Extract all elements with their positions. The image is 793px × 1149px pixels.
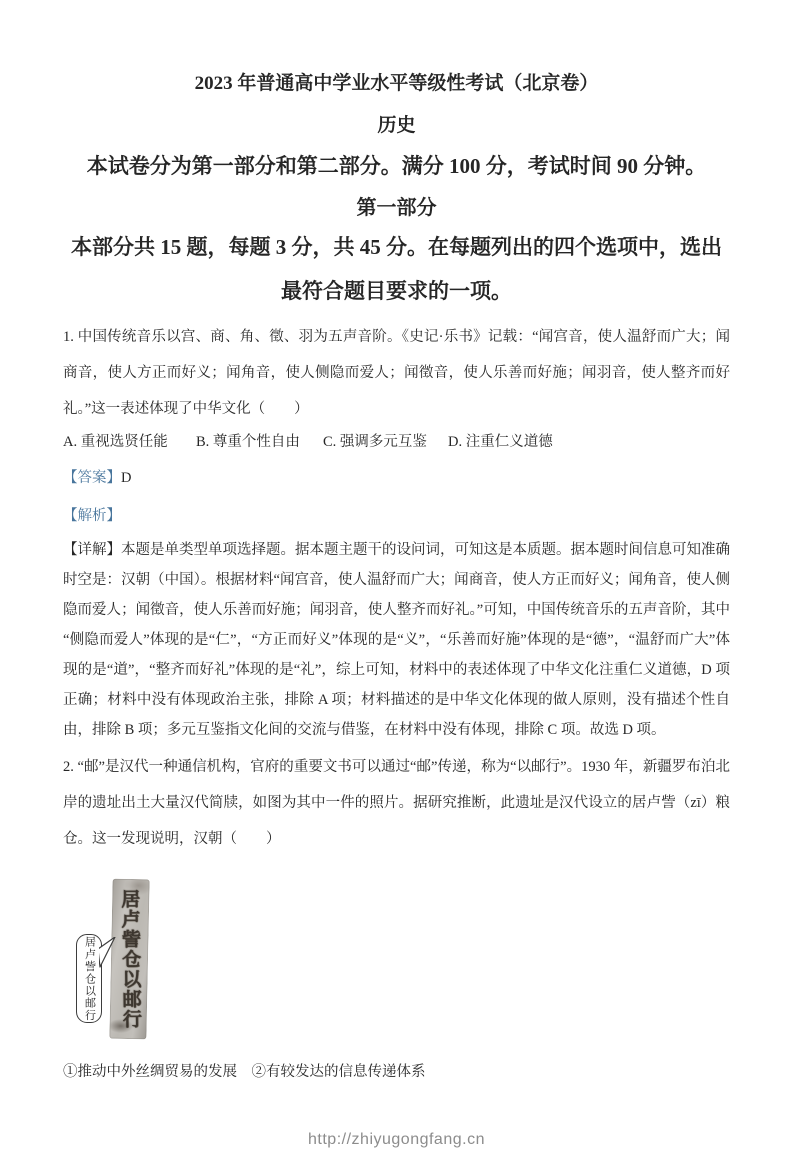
question-1-options	[63, 427, 730, 457]
exam-info: 本试卷分为第一部分和第二部分。满分 100 分，考试时间 90 分钟。	[86, 154, 707, 178]
question-1-option-c: C. 强调多元互鉴	[323, 434, 427, 450]
exam-title: 2023 年普通高中学业水平等级性考试（北京卷）	[194, 73, 599, 94]
part-one-description: 本部分共 15 题，每题 3 分，共 45 分。在每题列出的四个选项中，选出最符合题目要求的一项。	[71, 235, 722, 303]
callout-tail	[97, 937, 117, 969]
answer-value: D	[121, 470, 132, 486]
question-1-stem: 1. 中国传统音乐以宫、商、角、徵、羽为五声音阶。《史记·乐书》记载：“闻宫音，使人温舒而广大；闻商音，使人方正而好义；闻角音，使人侧隐而爱人；闻徵音，使人乐善而好施；闻羽音，使人整齐而好礼。”这一表述体现了中华文化（ ）	[63, 329, 730, 417]
detail-label: 【详解】	[63, 542, 121, 558]
question-2-stem: 2. “邮”是汉代一种通信机构，官府的重要文书可以通过“邮”传递，称为“以邮行”。1930 年，新疆罗布泊北岸的遗址出土大量汉代简牍，如图为其中一件的照片。据研究推断，此遗址是汉代设立的居卢訾（zī）粮仓。这一发现说明，汉朝（ ）	[63, 759, 730, 847]
detail-text: 本题是单类型单项选择题。据本题主题干的设问词，可知这是本质题。据本题时间信息可知准确时空是：汉朝（中国）。根据材料“闻宫音，使人温舒而广大；闻商音，使人方正而好义；闻角音，使人侧隐而爱人；闻徵音，使人乐善而好施；闻羽音，使人整齐而好礼。”可知，中国传统音乐的五声音阶，其中“侧隐而爱人”体现的是“仁”，“方正而好义”体现的是“义”，“乐善而好施”体现的是“德”，“温舒而广大”体现的是“道”，“整齐而好礼”体现的是“礼”，综上可知，材料中的表述体现了中华文化注重仁义道德，D 项正确；材料中没有体现政治主张，排除 A 项；材料描述的是中华文化体现的做人原则，没有描述个性自由，排除 B 项；多元互鉴指文化间的交流与借鉴，在材料中没有体现，排除 C 项。故选 D 项。	[63, 542, 730, 738]
analysis-line	[63, 500, 730, 533]
question-1-explanation	[63, 535, 730, 745]
wooden-slip-inscription: 居卢訾仓以邮行	[118, 888, 141, 1030]
question-2-statements: ①推动中外丝绸贸易的发展 ②有较发达的信息传递体系	[63, 1064, 426, 1080]
analysis-label: 【解析】	[63, 508, 121, 524]
question-2-figure	[63, 879, 730, 1041]
question-1-option-b: B. 尊重个性自由	[196, 434, 300, 450]
answer-line	[63, 462, 730, 495]
watermark-url: http://zhiyugongfang.cn	[308, 1131, 485, 1148]
callout-label: 居卢訾仓以邮行	[83, 935, 96, 1022]
exam-subject: 历史	[377, 115, 416, 136]
answer-label: 【答案】	[63, 470, 121, 486]
question-1-option-a: A. 重视选贤任能	[63, 434, 168, 450]
question-1-option-d: D. 注重仁义道德	[448, 434, 553, 450]
part-one-title: 第一部分	[356, 197, 437, 219]
